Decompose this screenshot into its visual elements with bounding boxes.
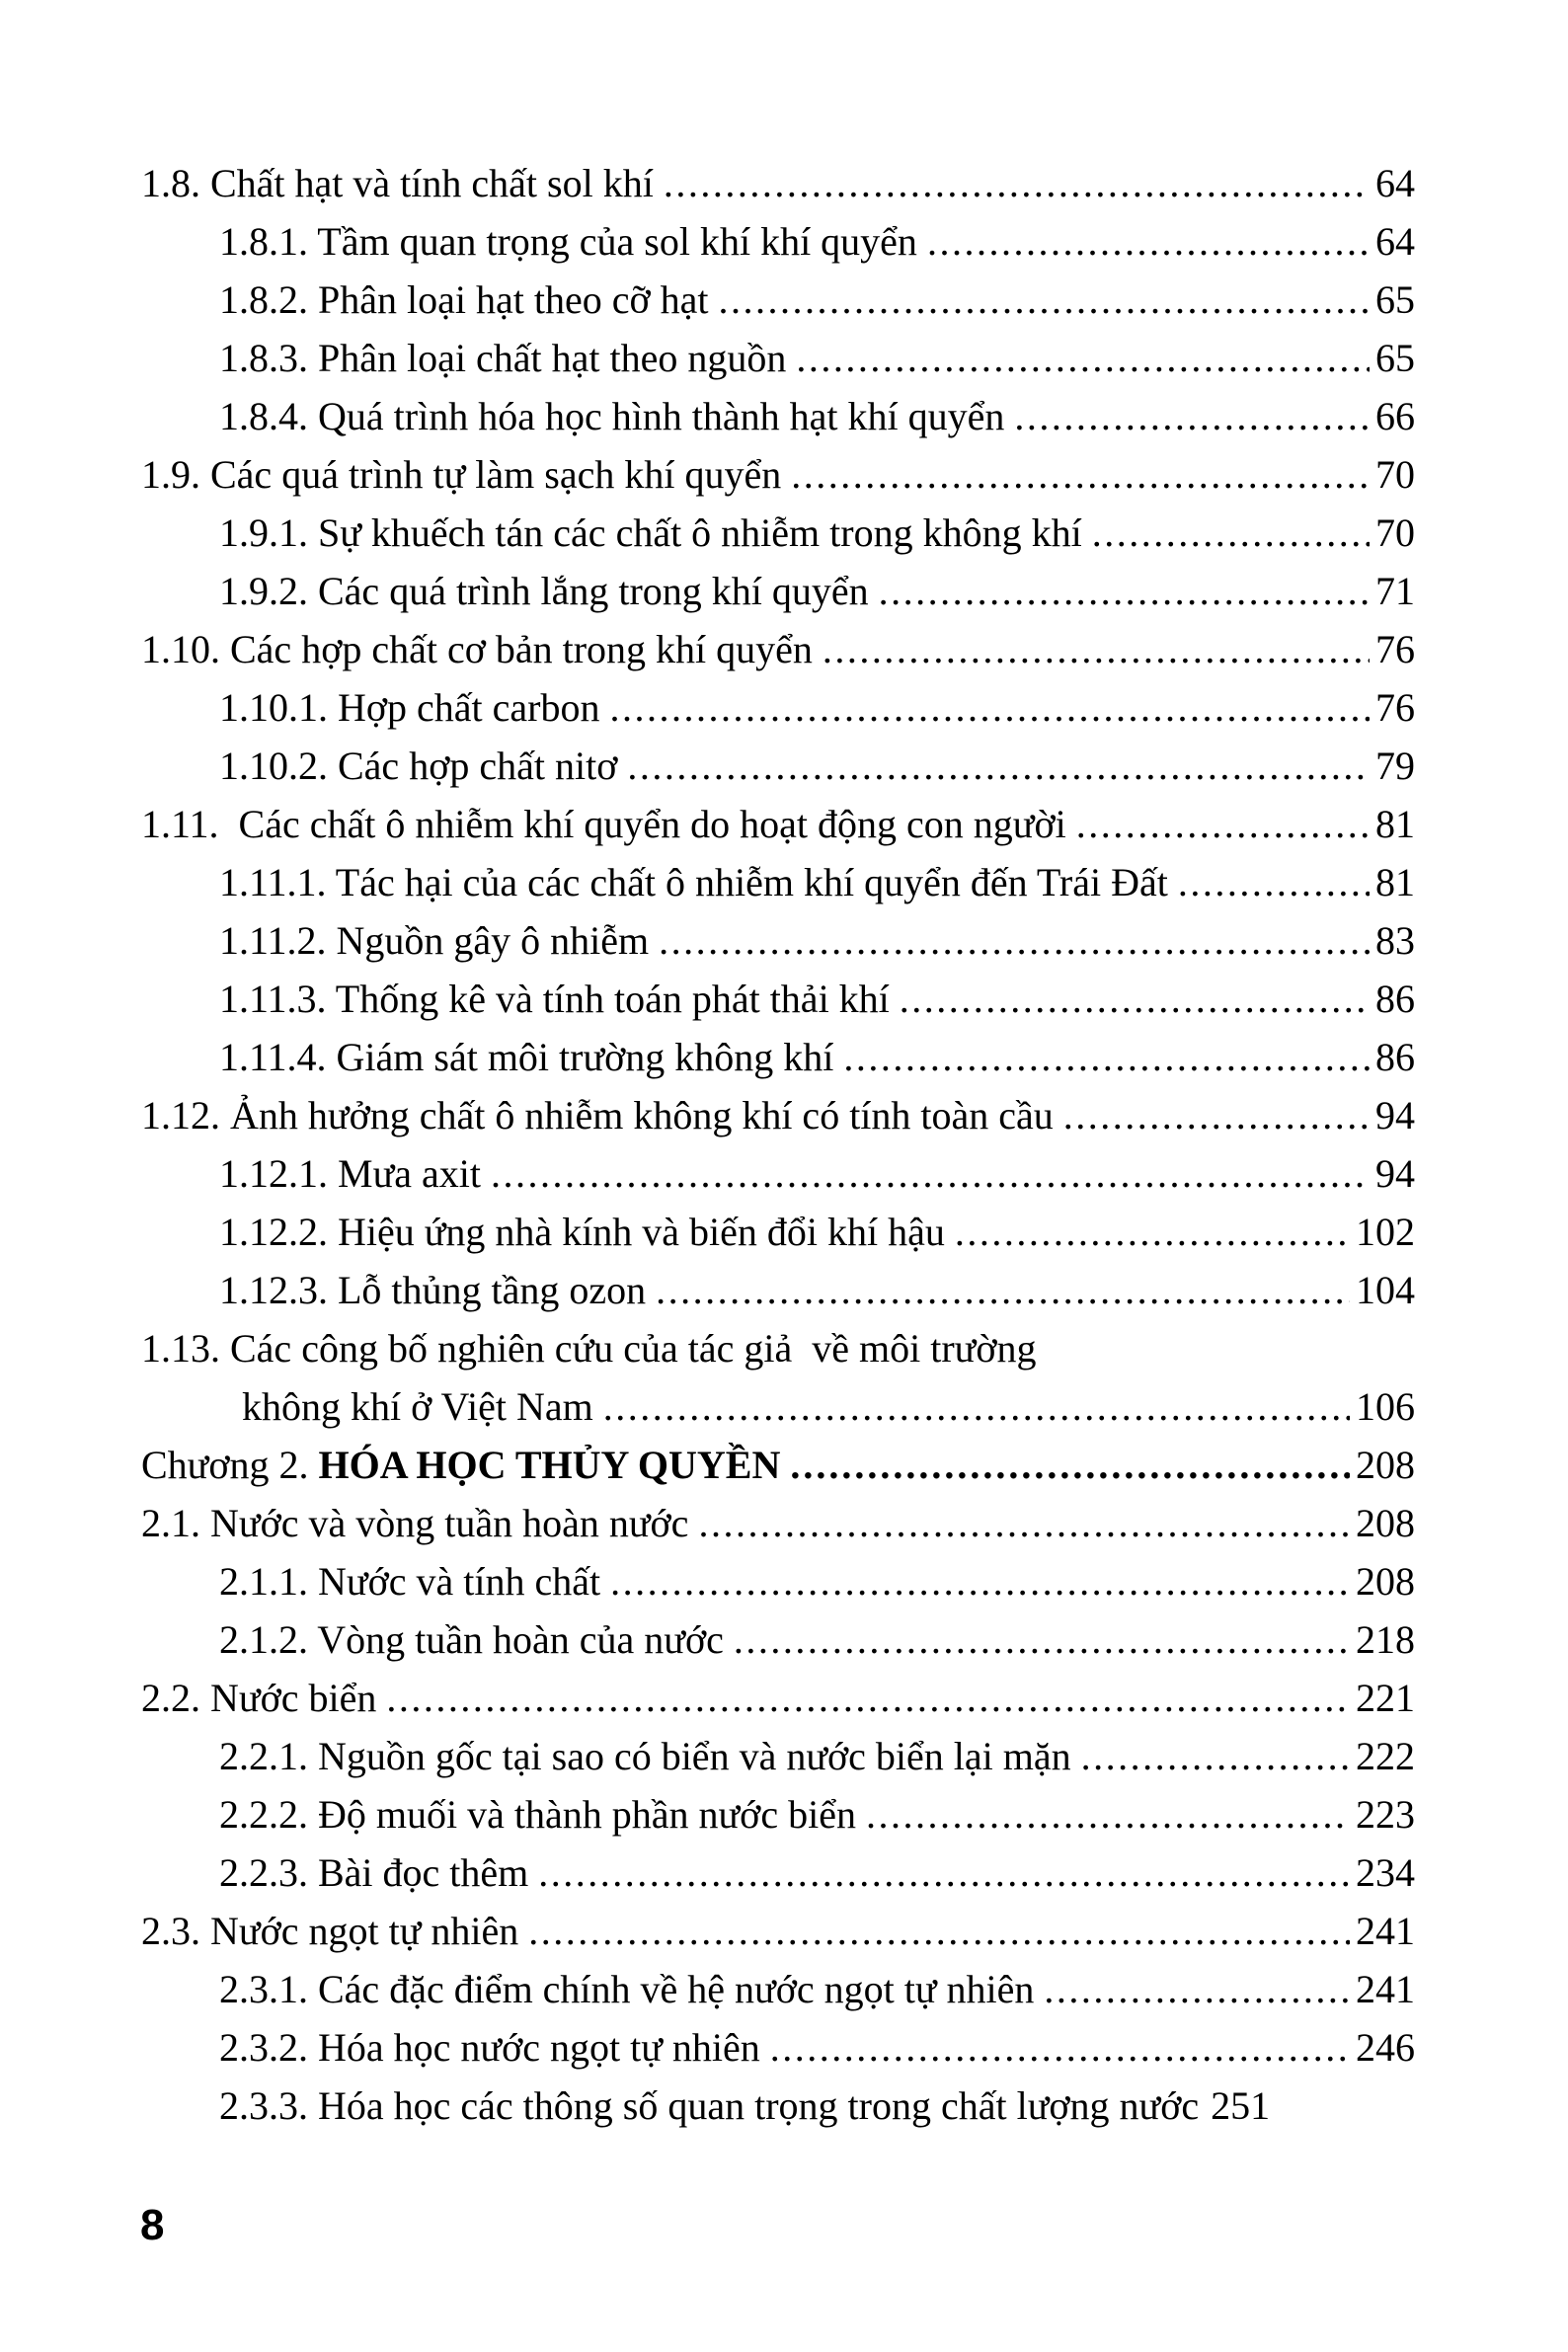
dot-leader — [1063, 1086, 1370, 1144]
toc-entry-page: 66 — [1375, 394, 1415, 438]
dot-leader — [491, 1144, 1370, 1203]
toc-entry-page: 76 — [1375, 627, 1415, 671]
toc-entry-page: 65 — [1375, 336, 1415, 380]
toc-entry-page: 218 — [1356, 1617, 1415, 1662]
toc-entry-page: 102 — [1356, 1210, 1415, 1254]
dot-leader — [603, 1377, 1350, 1436]
toc-entry — [141, 795, 1415, 853]
toc-entry-label: 1.9. Các quá trình tự làm sạch khí quyển — [141, 452, 782, 497]
toc-entry-label: 2.2.2. Độ muối và thành phần nước biển — [219, 1792, 856, 1837]
dot-leader — [1178, 853, 1370, 911]
toc-entry-page: 81 — [1375, 860, 1415, 904]
toc-entry — [141, 911, 1415, 970]
toc-entry — [141, 678, 1415, 737]
toc-entry — [141, 2018, 1415, 2077]
toc-entry — [141, 1494, 1415, 1552]
toc-entry-label: Chương 2. HÓA HỌC THỦY QUYỀN — [141, 1443, 781, 1487]
toc-entry — [141, 329, 1415, 387]
toc-entry-label: 1.8. Chất hạt và tính chất sol khí — [141, 161, 654, 205]
toc-entry-page: 246 — [1356, 2025, 1415, 2070]
toc-entry-label: 2.1. Nước và vòng tuần hoàn nước — [141, 1501, 689, 1545]
toc-entry — [141, 1610, 1415, 1669]
toc-entry — [141, 1669, 1415, 1727]
dot-leader — [1092, 504, 1370, 562]
toc-entry — [141, 1144, 1415, 1203]
toc-entry — [141, 562, 1415, 620]
toc-entry — [141, 1960, 1415, 2018]
toc-entry-label: 1.11.3. Thống kê và tính toán phát thải khí — [219, 977, 890, 1021]
toc-entry-page: 83 — [1375, 918, 1415, 963]
dot-leader — [900, 970, 1370, 1028]
dot-leader — [627, 737, 1370, 795]
toc-entry-page: 76 — [1375, 685, 1415, 730]
dot-leader — [1076, 795, 1370, 853]
toc-entry-page: 70 — [1375, 452, 1415, 497]
toc-entry-page: 86 — [1375, 977, 1415, 1021]
dot-leader — [664, 154, 1370, 212]
dot-leader — [1081, 1727, 1350, 1785]
toc-entry-label: 1.11.1. Tác hại của các chất ô nhiễm khí quyển đến Trái Đất — [219, 860, 1168, 904]
toc-entry — [141, 853, 1415, 911]
toc-entry — [141, 1552, 1415, 1610]
toc-entry-label: 2.3.3. Hóa học các thông số quan trọng trong chất lượng nước — [219, 2083, 1200, 2128]
dot-leader — [1014, 387, 1370, 445]
toc-entry-label: 1.11.2. Nguồn gây ô nhiễm — [219, 918, 650, 963]
dot-leader — [1044, 1960, 1350, 2018]
toc-entry — [141, 1902, 1415, 1960]
toc-entry-label: 1.8.3. Phân loại chất hạt theo nguồn — [219, 336, 787, 380]
toc-entry-page: 251 — [1211, 2083, 1271, 2128]
table-of-contents — [141, 154, 1415, 2135]
dot-leader — [698, 1494, 1350, 1552]
dot-leader — [659, 911, 1370, 970]
toc-entry-page: 208 — [1356, 1559, 1415, 1604]
toc-entry-label: 1.12.3. Lỗ thủng tầng ozon — [219, 1268, 647, 1312]
dot-leader — [927, 212, 1370, 271]
toc-entry-label: 1.11. Các chất ô nhiễm khí quyển do hoạt động con người — [141, 802, 1066, 846]
toc-entry — [141, 1319, 1415, 1377]
dot-leader — [656, 1261, 1350, 1319]
toc-entry-label: 1.10.1. Hợp chất carbon — [219, 685, 600, 730]
toc-entry-page: 86 — [1375, 1035, 1415, 1079]
toc-entry-page: 79 — [1375, 744, 1415, 788]
toc-entry-label: 1.12.2. Hiệu ứng nhà kính và biến đổi khí hậu — [219, 1210, 945, 1254]
toc-entry — [141, 1086, 1415, 1144]
toc-entry-page: 71 — [1375, 569, 1415, 613]
toc-entry-page: 208 — [1356, 1501, 1415, 1545]
dot-leader — [796, 329, 1370, 387]
toc-entry — [141, 1727, 1415, 1785]
toc-entry-label: 1.8.2. Phân loại hạt theo cỡ hạt — [219, 277, 709, 322]
dot-leader — [528, 1902, 1350, 1960]
toc-entry-label: không khí ở Việt Nam — [242, 1384, 593, 1429]
toc-entry-page: 64 — [1375, 161, 1415, 205]
dot-leader — [770, 2018, 1350, 2077]
dot-leader — [610, 1552, 1350, 1610]
toc-entry-page: 106 — [1356, 1384, 1415, 1429]
toc-entry — [141, 1261, 1415, 1319]
toc-entry-label: 1.10. Các hợp chất cơ bản trong khí quyển — [141, 627, 813, 671]
toc-entry — [141, 1028, 1415, 1086]
toc-entry — [141, 970, 1415, 1028]
toc-entry-label: 1.8.1. Tầm quan trọng của sol khí khí quyển — [219, 219, 917, 264]
toc-entry-label: 2.3. Nước ngọt tự nhiên — [141, 1909, 519, 1953]
toc-entry — [141, 387, 1415, 445]
toc-entry-label: 1.9.2. Các quá trình lắng trong khí quyển — [219, 569, 869, 613]
toc-entry-page: 221 — [1356, 1676, 1415, 1720]
dot-leader — [791, 445, 1370, 504]
toc-entry-page: 64 — [1375, 219, 1415, 264]
toc-entry — [141, 737, 1415, 795]
toc-entry-label: 1.9.1. Sự khuếch tán các chất ô nhiễm trong không khí — [219, 510, 1082, 555]
toc-chapter-title: HÓA HỌC THỦY QUYỀN — [318, 1443, 781, 1487]
toc-entry-label: 2.3.2. Hóa học nước ngọt tự nhiên — [219, 2025, 760, 2070]
toc-entry-page: 223 — [1356, 1792, 1415, 1837]
toc-entry-page: 104 — [1356, 1268, 1415, 1312]
toc-entry-label: 2.2.1. Nguồn gốc tại sao có biển và nước biển lại mặn — [219, 1734, 1071, 1778]
toc-entry-page: 65 — [1375, 277, 1415, 322]
toc-entry — [141, 445, 1415, 504]
toc-entry-page: 208 — [1356, 1443, 1415, 1487]
dot-leader — [386, 1669, 1350, 1727]
dot-leader — [734, 1610, 1350, 1669]
toc-entry — [141, 1203, 1415, 1261]
toc-entry-label: 2.1.2. Vòng tuần hoàn của nước — [219, 1617, 724, 1662]
dot-leader — [610, 678, 1371, 737]
toc-entry — [141, 1377, 1415, 1436]
toc-entry-page: 70 — [1375, 510, 1415, 555]
toc-entry-page: 94 — [1375, 1151, 1415, 1196]
toc-entry-label: 1.13. Các công bố nghiên cứu của tác giả về môi trường — [141, 1326, 1037, 1371]
toc-entry-page: 241 — [1356, 1967, 1415, 2011]
toc-entry-page: 234 — [1356, 1850, 1415, 1895]
toc-entry — [141, 154, 1415, 212]
toc-entry-page: 222 — [1356, 1734, 1415, 1778]
toc-entry-label: 2.3.1. Các đặc điểm chính về hệ nước ngọt tự nhiên — [219, 1967, 1035, 2011]
dot-leader — [866, 1785, 1350, 1843]
toc-entry-page: 81 — [1375, 802, 1415, 846]
toc-entry-page: 241 — [1356, 1909, 1415, 1953]
toc-entry — [141, 2077, 1415, 2135]
toc-entry-label: 1.11.4. Giám sát môi trường không khí — [219, 1035, 834, 1079]
toc-entry-label: 1.12.1. Mưa axit — [219, 1151, 481, 1196]
toc-entry-label: 1.12. Ảnh hưởng chất ô nhiễm không khí có tính toàn cầu — [141, 1093, 1054, 1137]
toc-entry-page: 94 — [1375, 1093, 1415, 1137]
toc-entry — [141, 271, 1415, 329]
toc-entry — [141, 620, 1415, 678]
dot-leader — [719, 271, 1371, 329]
toc-entry-label: 2.2. Nước biển — [141, 1676, 377, 1720]
toc-entry — [141, 212, 1415, 271]
dot-leader — [879, 562, 1370, 620]
toc-chapter-entry — [141, 1436, 1415, 1494]
toc-entry — [141, 504, 1415, 562]
dot-leader — [843, 1028, 1370, 1086]
toc-entry-label: 2.1.1. Nước và tính chất — [219, 1559, 601, 1604]
toc-entry — [141, 1785, 1415, 1843]
dot-leader — [538, 1843, 1350, 1902]
toc-entry — [141, 1843, 1415, 1902]
dot-leader — [823, 620, 1370, 678]
toc-entry-label: 1.8.4. Quá trình hóa học hình thành hạt khí quyển — [219, 394, 1005, 438]
dot-leader — [790, 1436, 1350, 1494]
page-number: 8 — [140, 2201, 165, 2249]
dot-leader — [955, 1203, 1350, 1261]
toc-entry-label: 2.2.3. Bài đọc thêm — [219, 1850, 529, 1895]
toc-entry-label: 1.10.2. Các hợp chất nitơ — [219, 744, 618, 788]
